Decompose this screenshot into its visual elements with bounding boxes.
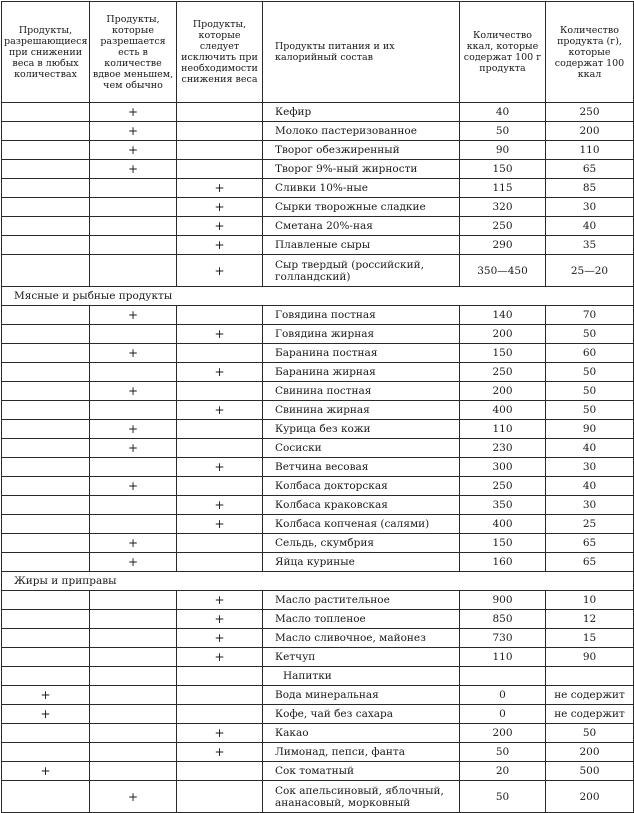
empty-cell [460,667,546,686]
table-row [2,382,634,401]
product-name: Масло топленое [263,610,460,629]
product-name: Кофе, чай без сахара [263,705,460,724]
grams-value: 200 [546,122,634,141]
product-name: Сок томатный [263,762,460,781]
mark-half-amount [90,686,177,705]
table-row [2,198,634,217]
grams-value: 90 [546,420,634,439]
table-header-row [2,2,634,103]
mark-exclude [177,344,263,363]
mark-allowed-any [2,217,90,236]
mark-half-amount [90,762,177,781]
mark-half-amount [90,496,177,515]
product-name: Сметана 20%-ная [263,217,460,236]
mark-exclude: + [177,217,263,236]
product-name: Вода минеральная [263,686,460,705]
kcal-value: 290 [460,236,546,255]
mark-exclude [177,534,263,553]
grams-value: 50 [546,401,634,420]
mark-half-amount: + [90,141,177,160]
mark-half-amount [90,236,177,255]
table-row [2,591,634,610]
mark-exclude [177,160,263,179]
mark-half-amount: + [90,344,177,363]
section-title: Жиры и приправы [2,572,634,591]
mark-exclude: + [177,325,263,344]
grams-value: 65 [546,553,634,572]
mark-exclude [177,477,263,496]
kcal-value: 140 [460,306,546,325]
grams-value: 40 [546,477,634,496]
header-grams-per-100kcal: Количество продукта (г), которые содержат 100 ккал [546,2,634,103]
kcal-value: 150 [460,534,546,553]
table-row [2,306,634,325]
mark-half-amount [90,610,177,629]
mark-allowed-any [2,781,90,813]
grams-value: 200 [546,781,634,813]
mark-half-amount: + [90,103,177,122]
mark-exclude [177,705,263,724]
kcal-value: 200 [460,325,546,344]
product-name: Курица без кожи [263,420,460,439]
grams-value: 60 [546,344,634,363]
product-name: Колбаса копченая (салями) [263,515,460,534]
mark-exclude: + [177,198,263,217]
kcal-value: 230 [460,439,546,458]
product-name: Ветчина весовая [263,458,460,477]
mark-exclude [177,103,263,122]
mark-half-amount: + [90,306,177,325]
grams-value: 15 [546,629,634,648]
grams-value: 250 [546,103,634,122]
kcal-value: 850 [460,610,546,629]
product-name: Баранина постная [263,344,460,363]
mark-half-amount [90,363,177,382]
mark-exclude: + [177,591,263,610]
mark-exclude: + [177,458,263,477]
table-row [2,255,634,287]
mark-allowed-any [2,743,90,762]
table-row [2,477,634,496]
grams-value: 40 [546,439,634,458]
product-name: Сырки творожные сладкие [263,198,460,217]
grams-value: 40 [546,217,634,236]
mark-half-amount [90,705,177,724]
table-row [2,160,634,179]
mark-exclude [177,781,263,813]
mark-exclude [177,420,263,439]
kcal-value: 250 [460,363,546,382]
product-name: Масло растительное [263,591,460,610]
kcal-value: 400 [460,515,546,534]
mark-allowed-any [2,610,90,629]
table-row [2,610,634,629]
mark-allowed-any [2,724,90,743]
mark-allowed-any: + [2,762,90,781]
mark-allowed-any [2,179,90,198]
mark-allowed-any [2,363,90,382]
kcal-value: 200 [460,724,546,743]
mark-exclude: + [177,496,263,515]
grams-value: 65 [546,160,634,179]
mark-allowed-any [2,325,90,344]
table-row [2,781,634,813]
mark-exclude: + [177,255,263,287]
header-exclude: Продукты, которые следует исключить при необходимости снижения веса [177,2,263,103]
mark-half-amount: + [90,477,177,496]
mark-allowed-any [2,591,90,610]
product-name: Кефир [263,103,460,122]
kcal-value: 300 [460,458,546,477]
mark-allowed-any [2,477,90,496]
mark-allowed-any [2,458,90,477]
mark-allowed-any [2,496,90,515]
kcal-value: 250 [460,217,546,236]
kcal-value: 0 [460,686,546,705]
grams-value: 50 [546,382,634,401]
table-row [2,534,634,553]
table-row [2,553,634,572]
header-allowed-any: Продукты, разрешающиеся при снижении веса в любых количествах [2,2,90,103]
table-row [2,686,634,705]
product-name: Свинина жирная [263,401,460,420]
mark-allowed-any [2,141,90,160]
product-name: Творог 9%-ный жирности [263,160,460,179]
mark-allowed-any [2,198,90,217]
grams-value: 35 [546,236,634,255]
mark-exclude [177,141,263,160]
mark-allowed-any [2,420,90,439]
mark-half-amount [90,648,177,667]
mark-half-amount: + [90,122,177,141]
kcal-value: 160 [460,553,546,572]
grams-value: 50 [546,325,634,344]
mark-exclude [177,382,263,401]
mark-half-amount [90,743,177,762]
grams-value: 110 [546,141,634,160]
mark-allowed-any [2,648,90,667]
mark-allowed-any [2,534,90,553]
grams-value: 500 [546,762,634,781]
table-row [2,458,634,477]
mark-exclude [177,553,263,572]
mark-half-amount: + [90,160,177,179]
product-name: Колбаса докторская [263,477,460,496]
table-row [2,743,634,762]
table-row [2,103,634,122]
mark-exclude: + [177,363,263,382]
mark-half-amount [90,458,177,477]
mark-exclude [177,686,263,705]
grams-value: 65 [546,534,634,553]
table-row [2,122,634,141]
product-name: Яйца куриные [263,553,460,572]
mark-half-amount [90,217,177,236]
mark-half-amount [90,515,177,534]
mark-half-amount: + [90,553,177,572]
mark-exclude: + [177,743,263,762]
kcal-value: 50 [460,781,546,813]
mark-half-amount [90,255,177,287]
mark-exclude: + [177,724,263,743]
kcal-value: 0 [460,705,546,724]
product-name: Сыр твердый (российский, голландский) [263,255,460,287]
kcal-value: 20 [460,762,546,781]
mark-allowed-any [2,401,90,420]
empty-cell [2,667,90,686]
kcal-value: 150 [460,344,546,363]
grams-value: 30 [546,496,634,515]
table-row [2,420,634,439]
grams-value: 30 [546,458,634,477]
grams-value: 12 [546,610,634,629]
mark-allowed-any: + [2,686,90,705]
mark-half-amount [90,629,177,648]
mark-exclude: + [177,236,263,255]
section-row [2,287,634,306]
mark-exclude: + [177,629,263,648]
kcal-value: 320 [460,198,546,217]
product-name: Баранина жирная [263,363,460,382]
table-row [2,515,634,534]
header-kcal-per-100g: Количество ккал, которые содержат 100 г продукта [460,2,546,103]
product-name: Свинина постная [263,382,460,401]
kcal-value: 90 [460,141,546,160]
grams-value: 200 [546,743,634,762]
mark-exclude [177,122,263,141]
product-name: Колбаса краковская [263,496,460,515]
table-row [2,496,634,515]
section-row [2,572,634,591]
mark-exclude: + [177,179,263,198]
product-name: Говядина постная [263,306,460,325]
mark-allowed-any [2,439,90,458]
grams-value: 25—20 [546,255,634,287]
kcal-value: 40 [460,103,546,122]
product-name: Кетчуп [263,648,460,667]
mark-half-amount [90,401,177,420]
mark-exclude [177,306,263,325]
kcal-value: 400 [460,401,546,420]
table-row [2,236,634,255]
mark-exclude: + [177,515,263,534]
mark-allowed-any: + [2,705,90,724]
table-row [2,724,634,743]
kcal-value: 115 [460,179,546,198]
kcal-value: 110 [460,420,546,439]
header-half-amount: Продукты, которые разрешается есть в количестве вдвое меньшем, чем обычно [90,2,177,103]
product-name: Молоко пастеризованное [263,122,460,141]
table-row [2,629,634,648]
kcal-value: 350 [460,496,546,515]
product-name: Сосиски [263,439,460,458]
table-row [2,179,634,198]
mark-allowed-any [2,515,90,534]
product-name: Какао [263,724,460,743]
product-name: Лимонад, пепси, фанта [263,743,460,762]
mark-half-amount: + [90,420,177,439]
grams-value: 50 [546,363,634,382]
mark-exclude [177,762,263,781]
empty-cell [177,667,263,686]
table-row [2,439,634,458]
grams-value: 50 [546,724,634,743]
product-name: Масло сливочное, майонез [263,629,460,648]
mark-half-amount [90,179,177,198]
mark-allowed-any [2,344,90,363]
product-name: Сок апельсиновый, яблочный, ананасовый, морковный [263,781,460,813]
mark-allowed-any [2,236,90,255]
section-row [2,667,634,686]
product-name: Плавленые сыры [263,236,460,255]
kcal-value: 250 [460,477,546,496]
kcal-value: 50 [460,122,546,141]
mark-half-amount: + [90,439,177,458]
kcal-value: 50 [460,743,546,762]
product-name: Сельдь, скумбрия [263,534,460,553]
table-row [2,705,634,724]
mark-half-amount: + [90,534,177,553]
header-product: Продукты питания и их калорийный состав [263,2,460,103]
mark-half-amount [90,591,177,610]
kcal-value: 900 [460,591,546,610]
product-name: Сливки 10%-ные [263,179,460,198]
mark-half-amount: + [90,781,177,813]
empty-cell [546,667,634,686]
mark-allowed-any [2,255,90,287]
table-row [2,762,634,781]
table-row [2,648,634,667]
mark-allowed-any [2,103,90,122]
mark-allowed-any [2,382,90,401]
kcal-value: 200 [460,382,546,401]
kcal-value: 110 [460,648,546,667]
calorie-table [1,1,634,813]
mark-half-amount [90,198,177,217]
grams-value: 70 [546,306,634,325]
mark-allowed-any [2,629,90,648]
kcal-value: 730 [460,629,546,648]
mark-allowed-any [2,306,90,325]
table-row [2,363,634,382]
grams-value: 10 [546,591,634,610]
table-row [2,141,634,160]
mark-half-amount: + [90,382,177,401]
table-row [2,401,634,420]
mark-exclude: + [177,401,263,420]
mark-allowed-any [2,122,90,141]
table-row [2,344,634,363]
mark-exclude: + [177,648,263,667]
product-name: Говядина жирная [263,325,460,344]
kcal-value: 350—450 [460,255,546,287]
grams-value: 25 [546,515,634,534]
table-row [2,325,634,344]
mark-half-amount [90,724,177,743]
section-title: Напитки [263,667,460,686]
section-title: Мясные и рыбные продукты [2,287,634,306]
product-name: Творог обезжиренный [263,141,460,160]
mark-exclude [177,439,263,458]
table-row [2,217,634,236]
empty-cell [90,667,177,686]
grams-value: 30 [546,198,634,217]
mark-allowed-any [2,553,90,572]
mark-exclude: + [177,610,263,629]
grams-value: 85 [546,179,634,198]
mark-allowed-any [2,160,90,179]
mark-half-amount [90,325,177,344]
kcal-value: 150 [460,160,546,179]
grams-value: не содержит [546,686,634,705]
grams-value: 90 [546,648,634,667]
grams-value: не содержит [546,705,634,724]
